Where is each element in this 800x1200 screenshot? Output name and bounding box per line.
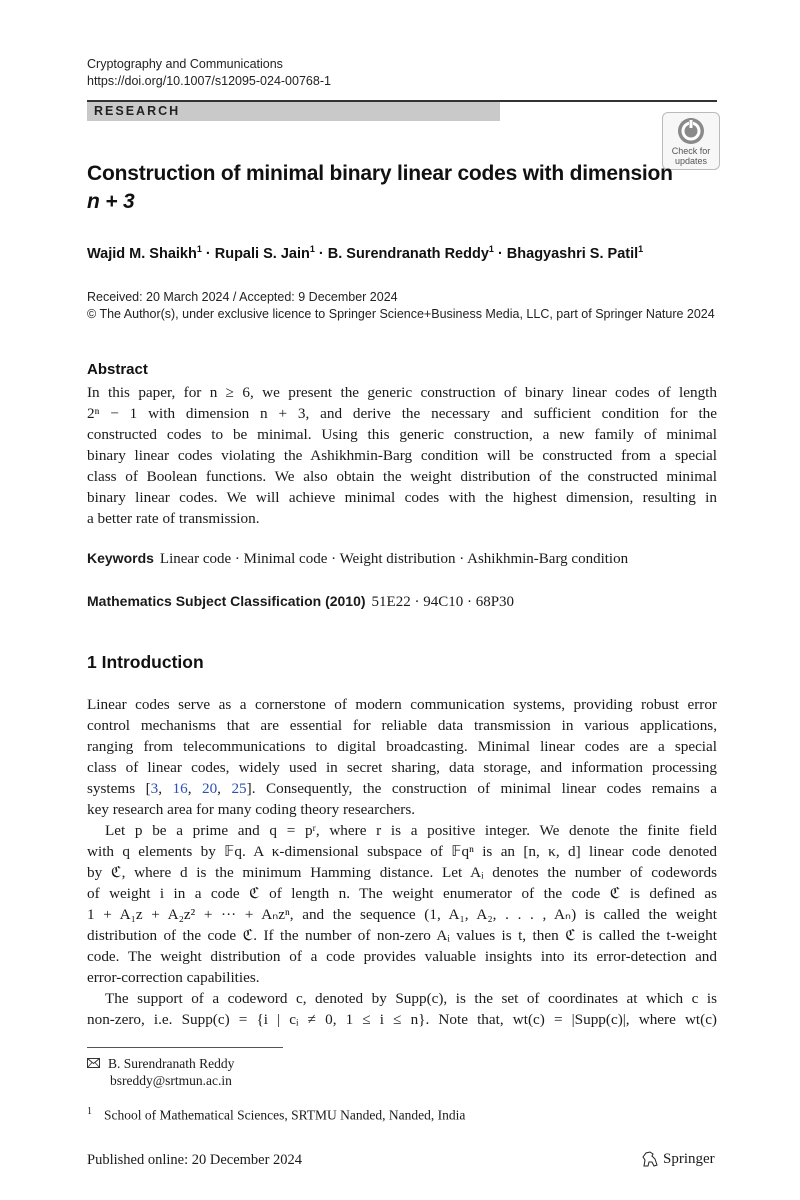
introduction-body xyxy=(87,694,717,1030)
check-updates-text: Check for updates xyxy=(671,146,711,166)
abstract-line: binary linear codes. We will achieve minimal codes with the highest dimension, resulting in xyxy=(87,489,717,506)
affiliation-text: School of Mathematical Sciences, SRTMU Nanded, Nanded, India xyxy=(104,1107,466,1123)
corresponding-author-name: B. Surendranath Reddy xyxy=(108,1056,235,1071)
abstract-line: class of Boolean functions. We also obtain the weight distribution of the constructed minimal xyxy=(87,468,717,485)
author-affiliation-marker: 1 xyxy=(638,244,644,254)
msc-label: Mathematics Subject Classification (2010) xyxy=(87,593,366,609)
published-online: Published online: 20 December 2024 xyxy=(87,1152,303,1168)
springer-horse-icon xyxy=(641,1150,659,1168)
citation-link[interactable]: 16 xyxy=(172,780,188,797)
author-affiliation-marker: 1 xyxy=(309,244,315,254)
body-line: non-zero, i.e. Supp(c) = {i | cᵢ ≠ 0, 1 ≤ i ≤ n}. Note that, wt(c) = |Supp(c)|, where wt(c) xyxy=(87,1011,717,1028)
body-line: class of linear codes, widely used in secret sharing, data storage, and information processing xyxy=(87,759,717,776)
body-line: error-correction capabilities. xyxy=(87,969,260,986)
author-separator: · xyxy=(318,245,328,262)
title-line-1: Construction of minimal binary linear codes with dimension xyxy=(87,162,673,185)
body-line: The support of a codeword c, denoted by Supp(c), is the set of coordinates at which c is xyxy=(105,990,717,1007)
journal-name: Cryptography and Communications xyxy=(87,57,283,71)
citation-link[interactable]: 20 xyxy=(201,780,218,797)
author-affiliation-marker: 1 xyxy=(196,244,202,254)
keywords-label: Keywords xyxy=(87,550,154,566)
body-line: ranging from telecommunications to digital broadcasting. Minimal linear codes are a special xyxy=(87,738,717,755)
body-line: 1 + A₁z + A₂z² + ··· + Aₙzⁿ, and the sequence (1, A₁, A₂, . . . , Aₙ) is called the weight xyxy=(87,906,717,923)
affiliation-number: 1 xyxy=(87,1106,92,1117)
abstract-line: binary linear codes violating the Ashikhmin-Barg condition will be constructed from a special xyxy=(87,447,717,464)
abstract-body xyxy=(87,382,717,529)
author-separator: · xyxy=(497,245,507,262)
section-heading-introduction: 1 Introduction xyxy=(87,652,204,672)
check-updates-icon xyxy=(677,117,705,145)
footnote-rule xyxy=(87,1047,283,1048)
received-accepted: Received: 20 March 2024 / Accepted: 9 December 2024 xyxy=(87,290,398,304)
citation-link[interactable]: 25 xyxy=(231,780,247,797)
body-line: Linear codes serve as a cornerstone of modern communication systems, providing robust error xyxy=(87,696,717,713)
publisher-name: Springer xyxy=(663,1150,715,1167)
author-list xyxy=(87,244,643,262)
envelope-icon xyxy=(87,1055,100,1073)
author-name[interactable]: Rupali S. Jain xyxy=(214,245,310,262)
paper-title xyxy=(87,160,687,216)
corresponding-email[interactable]: bsreddy@srtmun.ac.in xyxy=(110,1073,232,1088)
section-label: RESEARCH xyxy=(94,104,181,118)
citation-link[interactable]: 3 xyxy=(150,780,159,797)
author-name[interactable]: Bhagyashri S. Patil xyxy=(506,245,639,262)
author-affiliation-marker: 1 xyxy=(488,244,494,254)
body-line: with q elements by 𝔽q. A κ-dimensional subspace of 𝔽qⁿ is an [n, κ, d] linear code denoted xyxy=(87,843,717,860)
abstract-line: constructed codes to be minimal. Using this generic construction, a new family of minimal xyxy=(87,426,717,443)
title-line-2: n + 3 xyxy=(87,190,135,213)
msc-classification xyxy=(87,593,514,611)
abstract-line: In this paper, for n ≥ 6, we present the generic construction of binary linear codes of length xyxy=(87,384,717,401)
copyright-notice: © The Author(s), under exclusive licence to Springer Science+Business Media, LLC, part of Springer Nature 2024 xyxy=(87,307,715,321)
abstract-heading: Abstract xyxy=(87,361,148,378)
journal-header xyxy=(87,56,331,90)
abstract-line: 2ⁿ − 1 with dimension n + 3, and derive the necessary and sufficient condition for the xyxy=(87,405,717,422)
body-line: by ℭ, where d is the minimum Hamming distance. Let Aᵢ denotes the number of codewords xyxy=(87,864,717,881)
body-line: code. The weight distribution of a code provides valuable insights into its error-detection and xyxy=(87,948,717,965)
affiliation xyxy=(87,1106,465,1124)
author-name[interactable]: Wajid M. Shaikh xyxy=(87,245,197,262)
body-line: Let p be a prime and q = pʳ, where r is a positive integer. We denote the finite field xyxy=(105,822,717,839)
body-line: control mechanisms that are essential for reliable data transmission in various applications, xyxy=(87,717,717,734)
keywords xyxy=(87,550,628,568)
body-line: distribution of the code ℭ. If the number of non-zero Aᵢ values is t, then ℭ is called the t-weight xyxy=(87,927,717,944)
journal-doi[interactable]: https://doi.org/10.1007/s12095-024-00768-1 xyxy=(87,74,331,88)
publication-dates xyxy=(87,289,715,323)
abstract-line: a better rate of transmission. xyxy=(87,510,260,527)
body-line: of weight i in a code ℭ of length n. The weight enumerator of the code ℭ is defined as xyxy=(87,885,717,902)
author-name[interactable]: B. Surendranath Reddy xyxy=(327,245,489,262)
publisher-logo xyxy=(641,1150,715,1168)
keywords-value: Linear code · Minimal code · Weight distribution · Ashikhmin-Barg condition xyxy=(159,551,629,567)
corresponding-author xyxy=(87,1055,234,1073)
author-separator: · xyxy=(205,245,215,262)
body-line-with-citations: systems [3, 16, 20, 25]. Consequently, the construction of minimal linear codes remains a xyxy=(87,780,718,797)
body-line: key research area for many coding theory researchers. xyxy=(87,801,416,818)
msc-value: 51E22 · 94C10 · 68P30 xyxy=(371,594,515,610)
